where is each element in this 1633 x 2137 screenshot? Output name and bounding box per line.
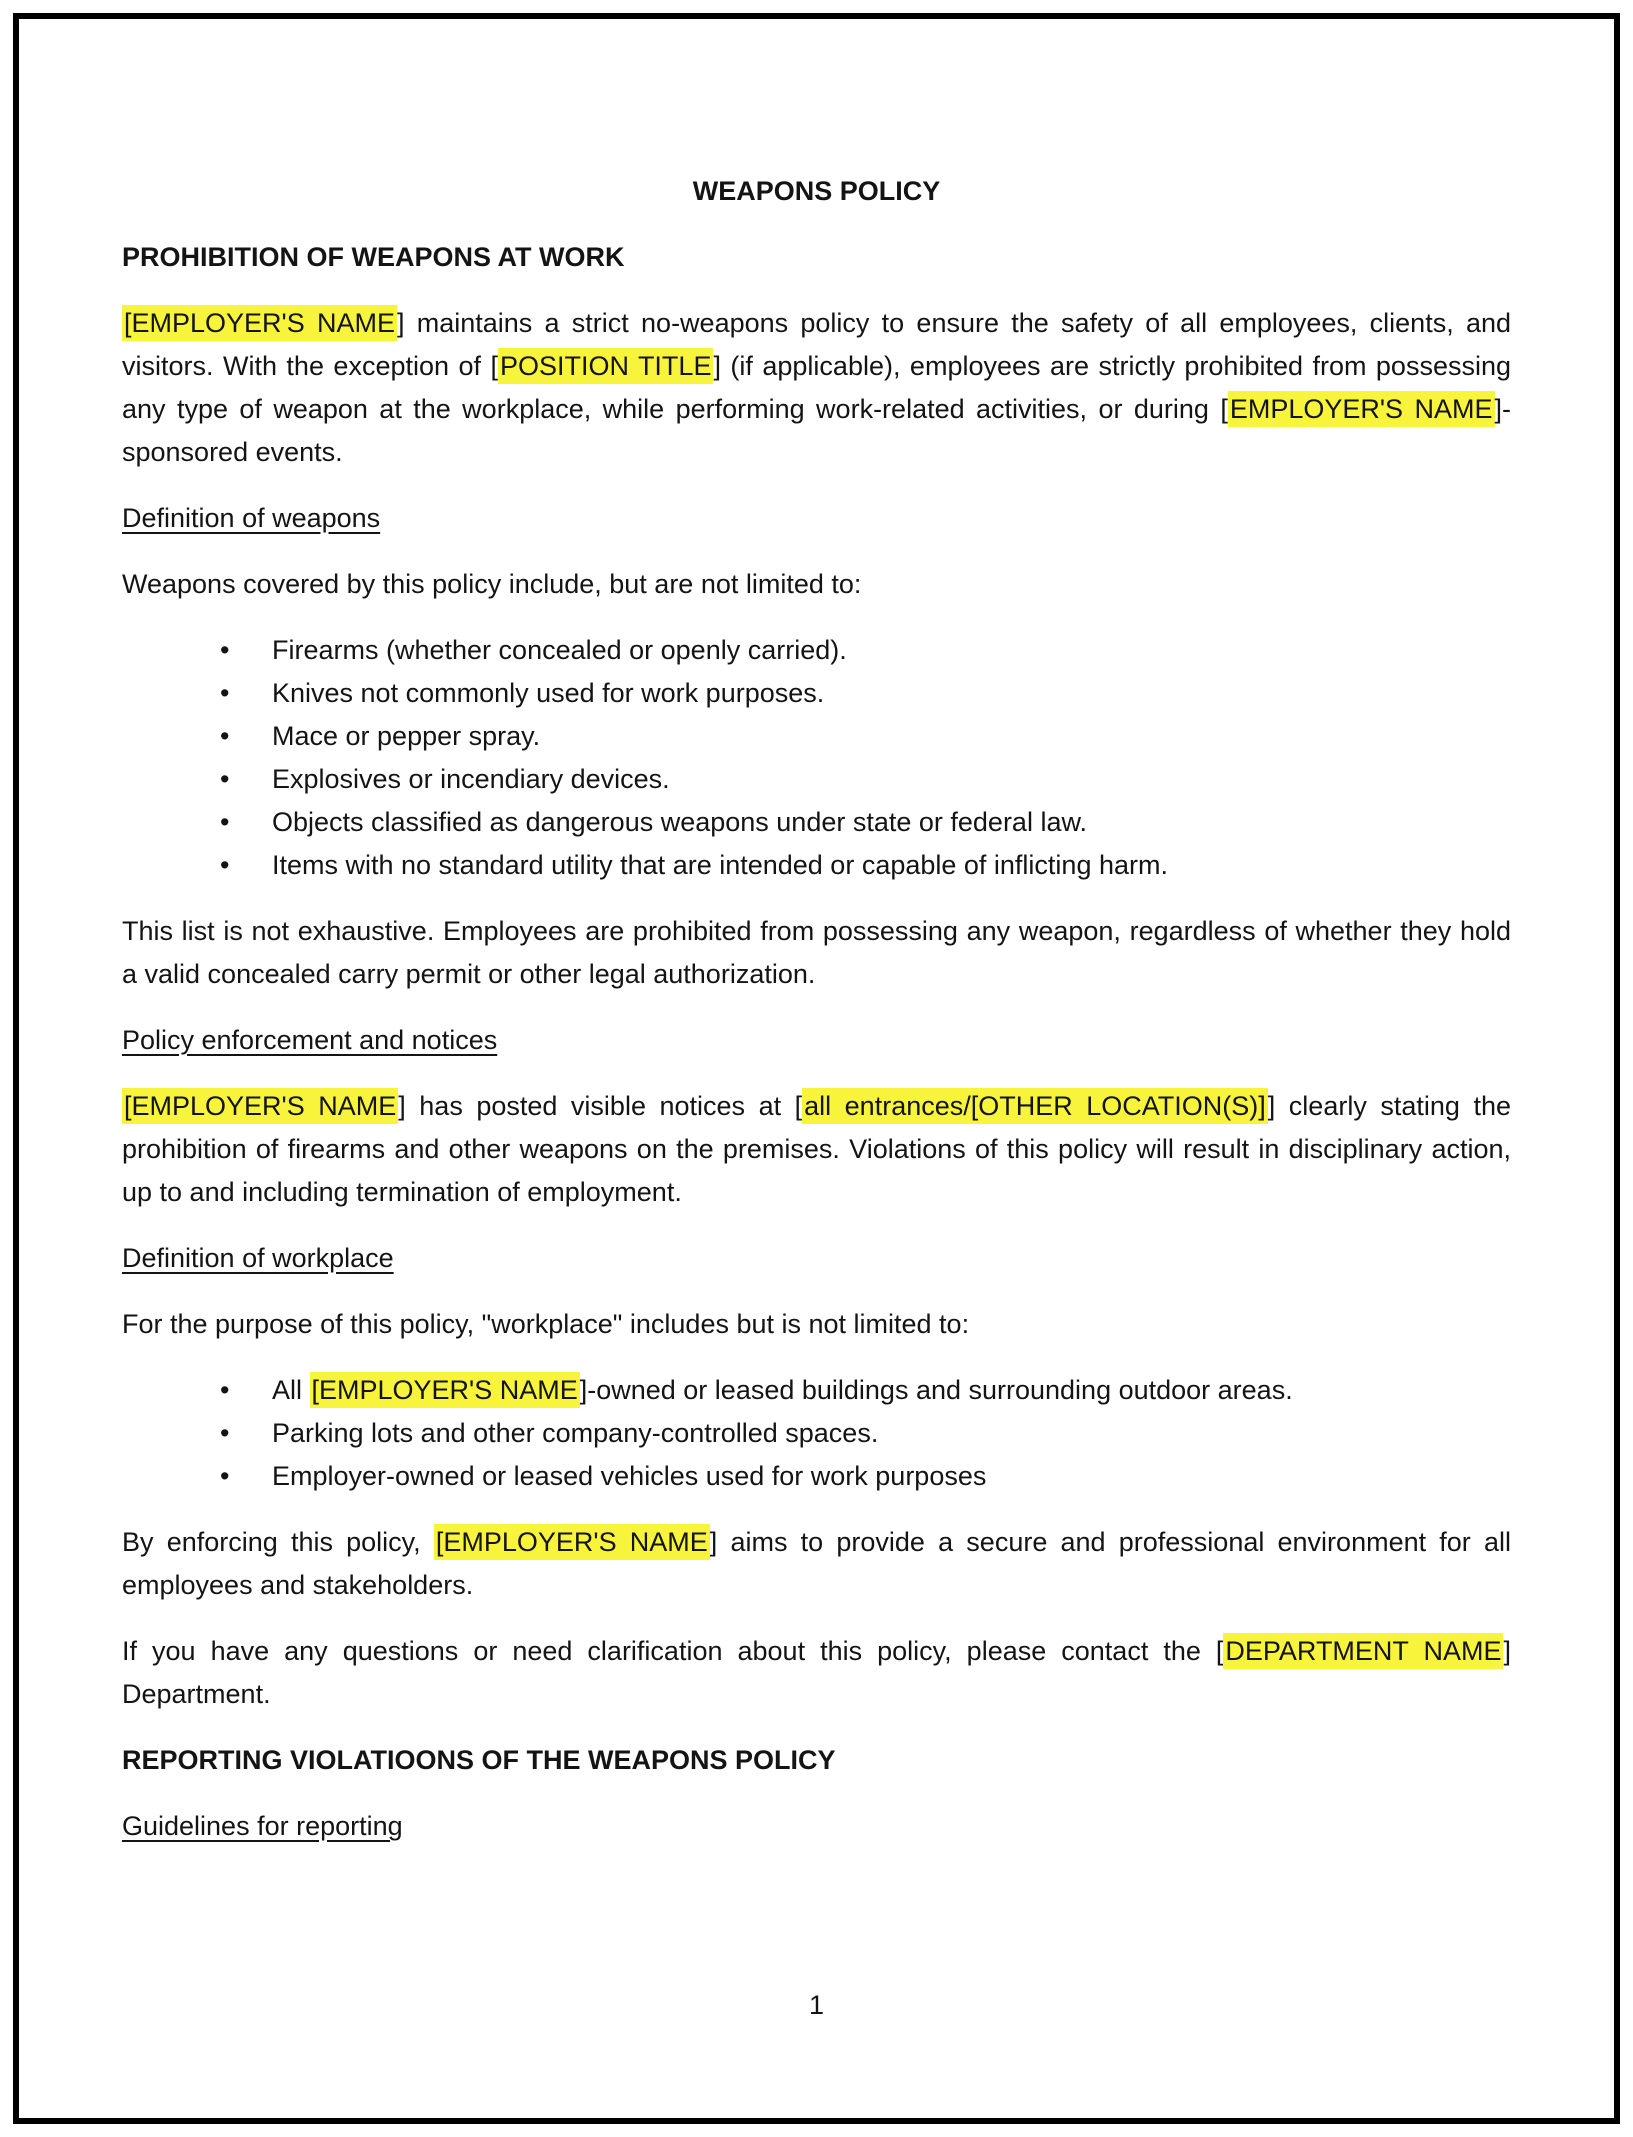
- document-body: [122, 170, 1511, 1871]
- list-item: • Items with no standard utility that are intended or capable of inflicting harm.: [122, 844, 1511, 887]
- list-item: • Parking lots and other company-controlled spaces.: [122, 1412, 1511, 1455]
- section-heading-prohibition: PROHIBITION OF WEAPONS AT WORK: [122, 242, 625, 272]
- subheading-definition-of-workplace: Definition of workplace: [122, 1243, 394, 1273]
- list-item: • Explosives or incendiary devices.: [122, 758, 1511, 801]
- highlighted-placeholder: EMPLOYER'S NAME: [1228, 391, 1495, 427]
- list-item: • Objects classified as dangerous weapons under state or federal law.: [122, 801, 1511, 844]
- document-title: WEAPONS POLICY: [692, 176, 941, 206]
- paragraph-intro: [EMPLOYER'S NAME] maintains a strict no-weapons policy to ensure the safety of all employees, clients, and visitors. With the exception of [POSITION TITLE] (if applicable), employees are strictly prohibited from possessing any type of weapon at the workplace, while performing work-related activities, or during [EMPLOYER'S NAME]-sponsored events.: [122, 302, 1511, 474]
- subheading-definition-of-weapons: Definition of weapons: [122, 503, 381, 533]
- highlighted-placeholder: [EMPLOYER'S NAME: [434, 1524, 710, 1560]
- paragraph-enforcing: By enforcing this policy, [EMPLOYER'S NAME] aims to provide a secure and professional environment for all employees and stakeholders.: [122, 1521, 1511, 1607]
- section-heading-reporting: REPORTING VIOLATIOONS OF THE WEAPONS POLICY: [122, 1745, 836, 1775]
- workplace-list: [122, 1369, 1511, 1498]
- list-item: • All [EMPLOYER'S NAME]-owned or leased buildings and surrounding outdoor areas.: [122, 1369, 1511, 1412]
- weapons-list: [122, 629, 1511, 887]
- list-item: • Firearms (whether concealed or openly carried).: [122, 629, 1511, 672]
- highlighted-placeholder: [EMPLOYER'S NAME: [122, 305, 397, 341]
- highlighted-placeholder: all entrances/[OTHER LOCATION(S)]: [802, 1088, 1268, 1124]
- subheading-guidelines-for-reporting: Guidelines for reporting: [122, 1811, 403, 1841]
- subheading-policy-enforcement: Policy enforcement and notices: [122, 1025, 498, 1055]
- page-number: 1: [808, 1990, 825, 2020]
- highlighted-placeholder: [EMPLOYER'S NAME: [122, 1088, 398, 1124]
- list-item: • Knives not commonly used for work purposes.: [122, 672, 1511, 715]
- paragraph-enforcement: [EMPLOYER'S NAME] has posted visible notices at [all entrances/[OTHER LOCATION(S)]] clearly stating the prohibition of firearms and other weapons on the premises. Violations of this policy will result in disciplinary action, up to and including termination of employment.: [122, 1085, 1511, 1214]
- highlighted-placeholder: POSITION TITLE: [498, 348, 714, 384]
- paragraph-questions: If you have any questions or need clarification about this policy, please contact the [DEPARTMENT NAME] Department.: [122, 1630, 1511, 1716]
- list-item: • Mace or pepper spray.: [122, 715, 1511, 758]
- paragraph-weapons-intro: Weapons covered by this policy include, but are not limited to:: [122, 569, 862, 599]
- highlighted-placeholder: [EMPLOYER'S NAME: [310, 1372, 580, 1408]
- highlighted-placeholder: DEPARTMENT NAME: [1223, 1633, 1503, 1669]
- paragraph-not-exhaustive: This list is not exhaustive. Employees are prohibited from possessing any weapon, regardless of whether they hold a valid concealed carry permit or other legal authorization.: [122, 916, 1511, 989]
- paragraph-workplace-intro: For the purpose of this policy, "workplace" includes but is not limited to:: [122, 1309, 970, 1339]
- list-item: • Employer-owned or leased vehicles used for work purposes: [122, 1455, 1511, 1498]
